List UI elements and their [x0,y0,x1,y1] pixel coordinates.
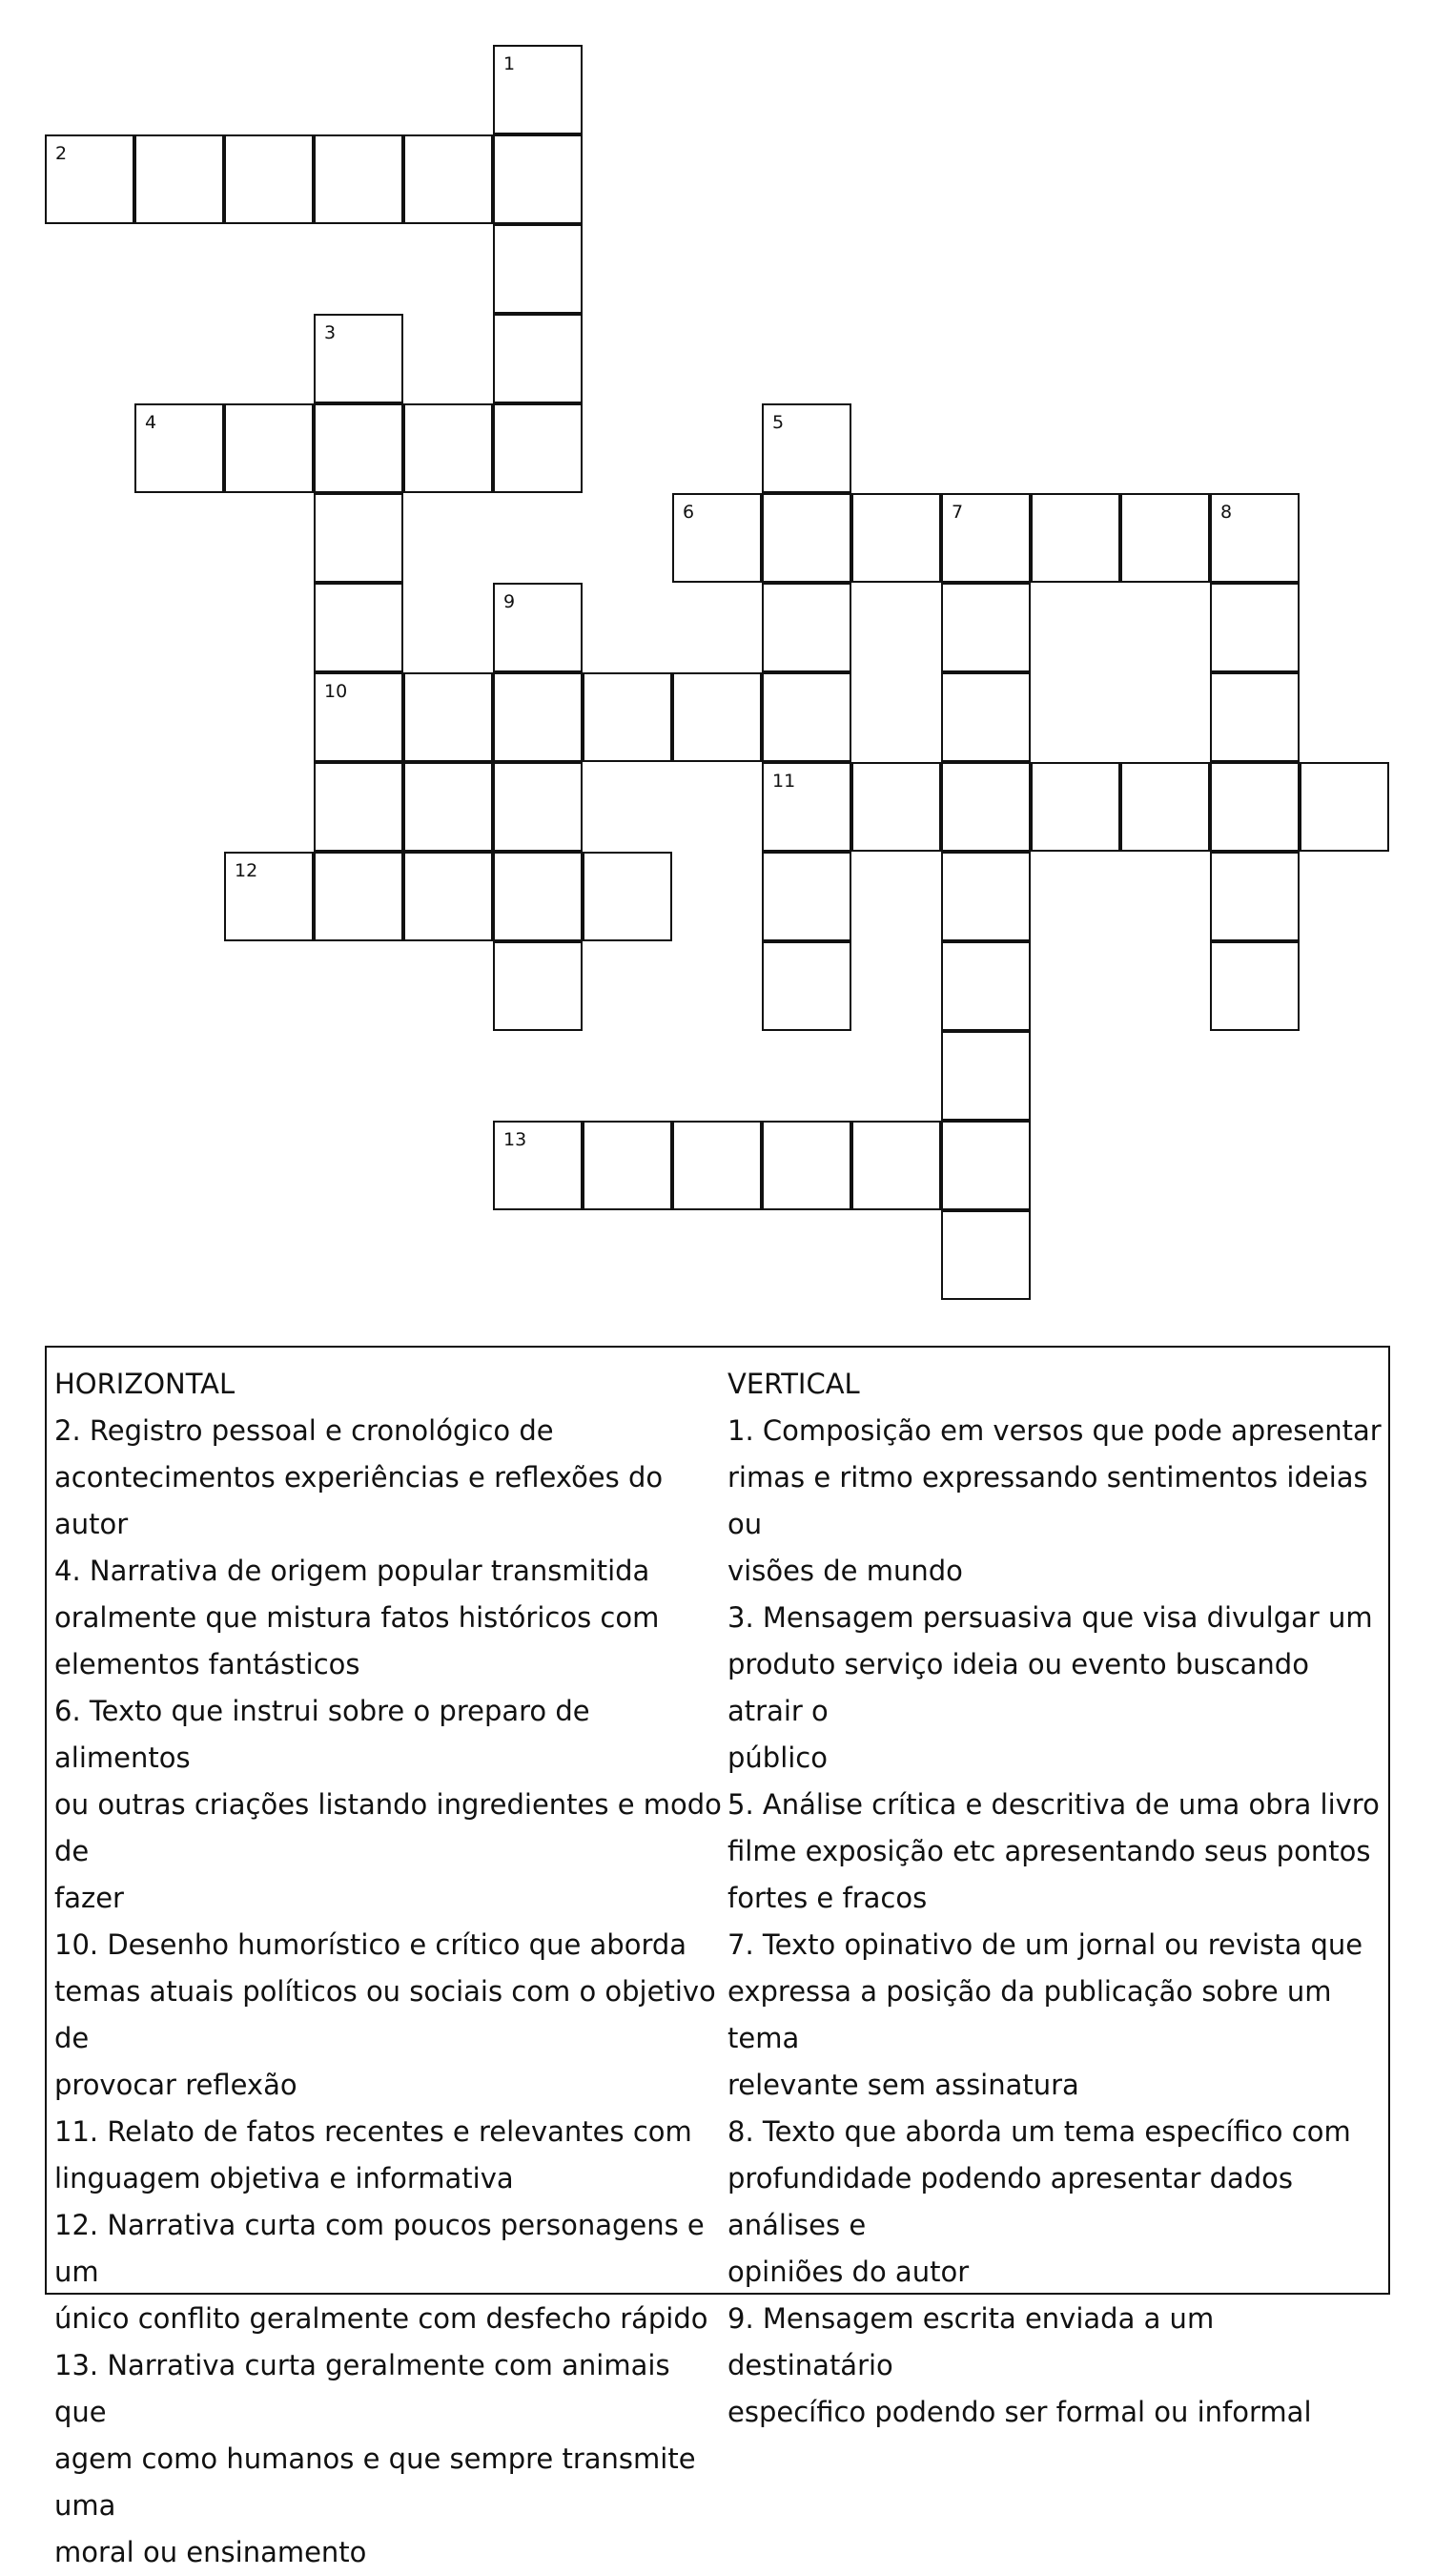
clue-number: 7 [952,502,964,523]
grid-cell[interactable] [314,583,403,672]
grid-cell[interactable] [314,762,403,852]
grid-cell[interactable] [762,403,851,493]
clue-number: 1 [503,53,516,74]
grid-cell[interactable] [941,493,1031,583]
grid-cell[interactable] [941,941,1031,1031]
horizontal-clue-line: oralmente que mistura fatos históricos com [54,1601,660,1634]
vertical-clue-line: expressa a posição da publicação sobre um tema [727,1975,1332,2054]
grid-cell[interactable] [493,672,583,762]
grid-cell[interactable] [1210,852,1300,941]
clue-number: 13 [503,1129,527,1150]
grid-cell[interactable] [583,1121,672,1210]
horizontal-clue-line: 2. Registro pessoal e cronológico de [54,1414,554,1447]
grid-cell[interactable] [941,583,1031,672]
horizontal-clue-line: 6. Texto que instrui sobre o preparo de alimentos [54,1695,590,1774]
grid-cell[interactable] [493,852,583,941]
grid-cell[interactable] [672,1121,762,1210]
vertical-heading: VERTICAL [727,1368,860,1400]
horizontal-clue-line: provocar reflexão [54,2069,297,2101]
horizontal-clue-line: 4. Narrativa de origem popular transmitida [54,1555,650,1587]
grid-cell[interactable] [403,852,493,941]
grid-cell[interactable] [762,583,851,672]
clue-number: 6 [683,502,695,523]
grid-cell[interactable] [314,852,403,941]
vertical-clue-line: relevante sem assinatura [727,2069,1079,2101]
vertical-clue-line: específico podendo ser formal ou informal [727,2396,1312,2428]
grid-cell[interactable] [851,762,941,852]
grid-cell[interactable] [941,852,1031,941]
grid-cell[interactable] [1210,941,1300,1031]
grid-cell[interactable] [493,45,583,134]
horizontal-clue-line: acontecimentos experiências e reflexões do autor [54,1461,664,1540]
grid-cell[interactable] [224,403,314,493]
vertical-clue-line: 1. Composição em versos que pode apresentar [727,1414,1382,1447]
grid-cell[interactable] [941,762,1031,852]
grid-cell[interactable] [493,941,583,1031]
grid-cell[interactable] [314,672,403,762]
horizontal-clue-line: único conflito geralmente com desfecho rápido [54,2302,708,2335]
horizontal-clue-list [54,1408,722,2576]
grid-cell[interactable] [403,403,493,493]
grid-cell[interactable] [224,852,314,941]
clue-number: 11 [772,771,796,792]
grid-cell[interactable] [941,1210,1031,1300]
clue-number: 10 [324,681,348,702]
grid-cell[interactable] [493,762,583,852]
clues-box [45,1346,1390,2568]
grid-cell[interactable] [493,583,583,672]
grid-cell[interactable] [493,1121,583,1210]
horizontal-heading: HORIZONTAL [54,1368,236,1400]
vertical-clue-line: rimas e ritmo expressando sentimentos ideias ou [727,1461,1368,1540]
grid-cell[interactable] [134,134,224,224]
grid-cell[interactable] [493,224,583,314]
grid-cell[interactable] [403,134,493,224]
grid-cell[interactable] [941,1121,1031,1210]
vertical-clue-list [727,1408,1385,2436]
grid-cell[interactable] [851,1121,941,1210]
clue-number: 2 [55,143,68,164]
grid-cell[interactable] [583,672,672,762]
grid-cell[interactable] [762,1121,851,1210]
horizontal-clue-line: 13. Narrativa curta geralmente com animais que [54,2349,670,2428]
horizontal-clue-line: agem como humanos e que sempre transmite uma [54,2442,696,2522]
grid-cell[interactable] [493,314,583,403]
grid-cell[interactable] [403,762,493,852]
clue-number: 3 [324,322,337,343]
vertical-clue-line: 9. Mensagem escrita enviada a um destinatário [727,2302,1215,2381]
horizontal-clue-line: moral ou ensinamento [54,2536,367,2568]
grid-cell[interactable] [1120,762,1210,852]
grid-cell[interactable] [672,493,762,583]
grid-cell[interactable] [314,403,403,493]
grid-cell[interactable] [762,672,851,762]
vertical-clue-line: fortes e fracos [727,1882,928,1914]
grid-cell[interactable] [1210,583,1300,672]
horizontal-clues [54,1361,722,2576]
grid-cell[interactable] [583,852,672,941]
grid-cell[interactable] [1120,493,1210,583]
vertical-clue-line: profundidade podendo apresentar dados análises e [727,2162,1294,2241]
grid-cell[interactable] [314,493,403,583]
vertical-clue-line: 8. Texto que aborda um tema específico com [727,2115,1351,2148]
vertical-clue-line: visões de mundo [727,1555,963,1587]
grid-cell[interactable] [941,1031,1031,1121]
grid-cell[interactable] [941,672,1031,762]
vertical-clue-line: 7. Texto opinativo de um jornal ou revista que [727,1928,1363,1961]
grid-cell[interactable] [493,403,583,493]
grid-cell[interactable] [1300,762,1389,852]
grid-cell[interactable] [851,493,941,583]
grid-cell[interactable] [493,134,583,224]
grid-cell[interactable] [762,941,851,1031]
vertical-clue-line: opiniões do autor [727,2256,970,2288]
horizontal-clue-line: linguagem objetiva e informativa [54,2162,514,2195]
grid-cell[interactable] [762,852,851,941]
horizontal-clue-line: 11. Relato de fatos recentes e relevantes com [54,2115,692,2148]
grid-cell[interactable] [1031,762,1120,852]
grid-cell[interactable] [672,672,762,762]
horizontal-clue-line: ou outras criações listando ingredientes e modo de [54,1788,722,1867]
horizontal-clue-line: 12. Narrativa curta com poucos personagens e um [54,2209,705,2288]
grid-cell[interactable] [762,493,851,583]
clue-number: 8 [1220,502,1233,523]
grid-cell[interactable] [134,403,224,493]
clue-number: 5 [772,412,785,433]
grid-cell[interactable] [314,134,403,224]
grid-cell[interactable] [1210,672,1300,762]
vertical-clue-line: 3. Mensagem persuasiva que visa divulgar um [727,1601,1373,1634]
vertical-clue-line: produto serviço ideia ou evento buscando atrair o [727,1648,1309,1727]
grid-cell[interactable] [45,134,134,224]
vertical-clues [727,1361,1385,2436]
horizontal-clue-line: elementos fantásticos [54,1648,360,1680]
grid-cell[interactable] [224,134,314,224]
horizontal-clue-line: temas atuais políticos ou sociais com o objetivo de [54,1975,716,2054]
vertical-clue-line: público [727,1741,828,1774]
grid-cell[interactable] [1031,493,1120,583]
grid-cell[interactable] [314,314,403,403]
clue-number: 12 [235,860,258,881]
vertical-clue-line: 5. Análise crítica e descritiva de uma obra livro [727,1788,1380,1821]
horizontal-clue-line: fazer [54,1882,124,1914]
grid-cell[interactable] [762,762,851,852]
clue-number: 4 [145,412,157,433]
horizontal-clue-line: 10. Desenho humorístico e crítico que aborda [54,1928,687,1961]
clue-number: 9 [503,591,516,612]
grid-cell[interactable] [1210,762,1300,852]
vertical-clue-line: filme exposição etc apresentando seus pontos [727,1835,1371,1867]
grid-cell[interactable] [1210,493,1300,583]
grid-cell[interactable] [403,672,493,762]
